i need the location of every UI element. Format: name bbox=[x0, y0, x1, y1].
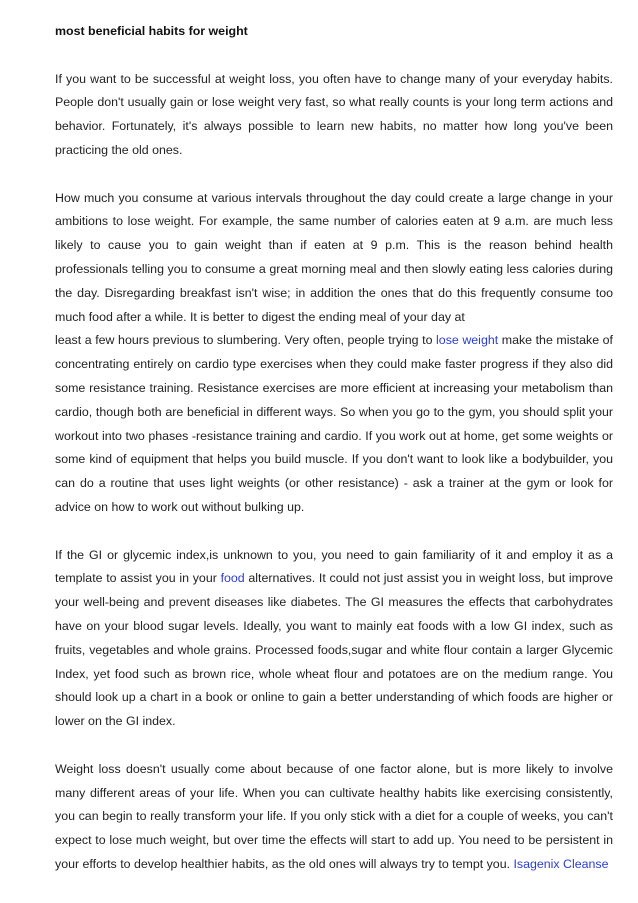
paragraph-glycemic-index bbox=[55, 544, 613, 734]
paragraph-text: How much you consume at various intervals throughout the day could create a large change in your ambitions to lose weight. For example, the same number of calories eaten at 9 a.m. are much less likely to cause you to gain weight than if eaten at 9 p.m. This is the reason behind health professionals telling you to consume a great morning meal and then slowly eating less calories during the day. Disregarding breakfast isn't wise; in addition the ones that do this frequently consume too much food after a while. It is better to digest the ending meal of your day at bbox=[55, 190, 613, 324]
paragraph-text: If the GI or glycemic index,is unknown to you, you need to gain familiarity of it and employ it as a template to assist you in your bbox=[55, 547, 613, 586]
paragraph-meal-timing bbox=[55, 187, 613, 520]
paragraph-intro: If you want to be successful at weight loss, you often have to change many of your everyday habits. People don't usually gain or lose weight very fast, so what really counts is your long term actions and behavior. Fortunately, it's always possible to learn new habits, no matter how long you've been practicing the old ones. bbox=[55, 71, 613, 157]
document-title: most beneficial habits for weight bbox=[55, 24, 248, 38]
lose-weight-link[interactable]: lose weight bbox=[436, 333, 499, 348]
paragraph-habits bbox=[55, 758, 613, 877]
document-page bbox=[55, 20, 613, 877]
food-link[interactable]: food bbox=[220, 571, 245, 586]
paragraph-text: least a few hours previous to slumbering. Very often, people trying to bbox=[55, 333, 437, 348]
isagenix-cleanse-link[interactable]: Isagenix Cleanse bbox=[513, 856, 609, 871]
paragraph-text: make the mistake of concentrating entirely on cardio type exercises when they could make faster progress if they also did some resistance training. Resistance exercises are more efficient at increasing your metabolism than cardio, though both are beneficial in different ways. So when you go to the gym, you should split your workout into two phases -resistance training and cardio. If you work out at home, get some weights or some kind of equipment that helps you build muscle. If you don't want to look like a bodybuilder, you can do a routine that uses light weights (or other resistance) - ask a trainer at the gym or look for advice on how to work out without bulking up. bbox=[55, 333, 613, 514]
paragraph-text: Weight loss doesn't usually come about because of one factor alone, but is more likely to involve many different areas of your life. When you can cultivate healthy habits like exercising consistently, you can begin to really transform your life. If you only stick with a diet for a couple of weeks, you can't expect to lose much weight, but over time the effects will start to add up. You need to be persistent in your efforts to develop healthier habits, as the old ones will always try to tempt you. bbox=[55, 761, 613, 871]
paragraph-text: alternatives. It could not just assist you in weight loss, but improve your well-being and prevent diseases like diabetes. The GI measures the effects that carbohydrates have on your blood sugar levels. Ideally, you want to mainly eat foods with a low GI index, such as fruits, vegetables and whole grains. Processed foods,sugar and white flour contain a larger Glycemic Index, yet food such as brown rice, whole wheat flour and potatoes are on the medium range. You should look up a chart in a book or online to gain a better understanding of which foods are higher or lower on the GI index. bbox=[55, 571, 613, 729]
